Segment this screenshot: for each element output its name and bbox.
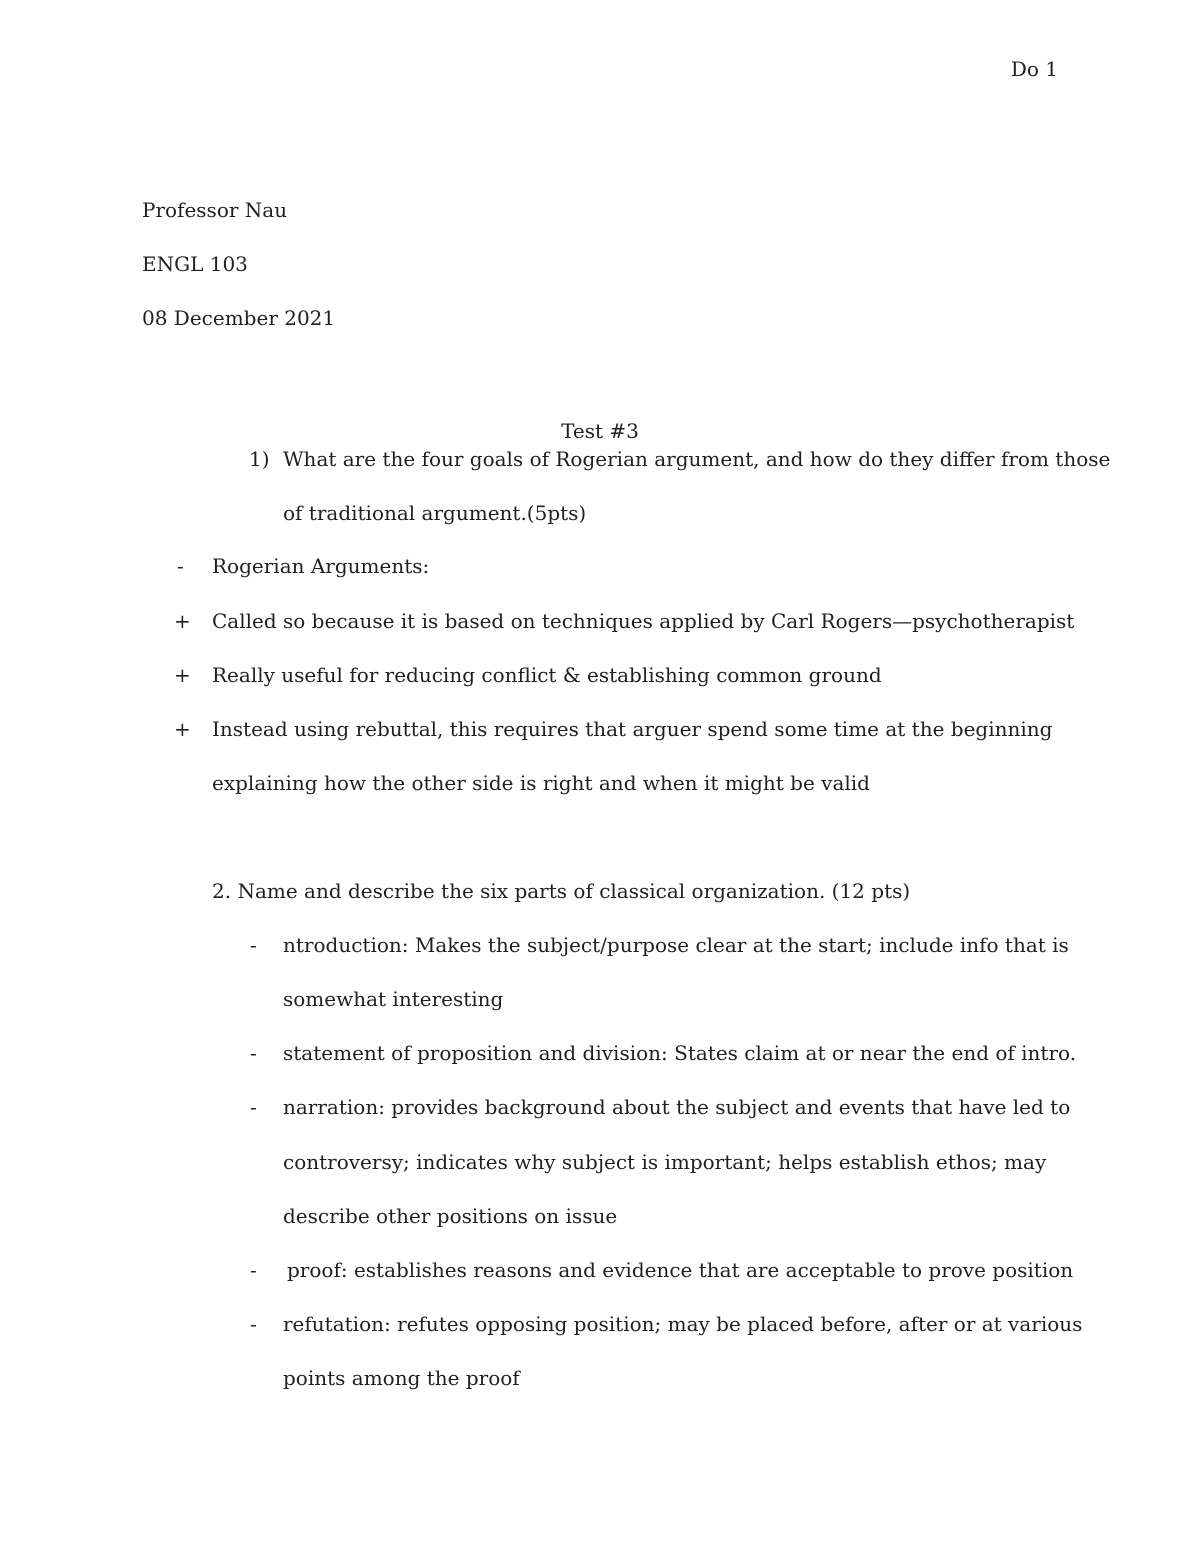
dash-bullet-marker: - <box>250 1312 257 1336</box>
list-item: Instead using rebuttal, this requires that arguer spend some time at the beginning <box>212 717 1053 741</box>
submission-date: 08 December 2021 <box>142 306 336 330</box>
dash-bullet-marker: - <box>250 1258 257 1282</box>
list-item-continuation: describe other positions on issue <box>283 1204 618 1228</box>
plus-bullet-marker: + <box>174 609 191 633</box>
dash-bullet-marker: - <box>177 554 184 578</box>
list-item: proof: establishes reasons and evidence that are acceptable to prove position <box>287 1258 1074 1282</box>
running-header-page-number: Do 1 <box>1010 57 1058 81</box>
question-1-text-line: What are the four goals of Rogerian argument, and how do they differ from those <box>283 447 1111 471</box>
question-1-number: 1) <box>249 447 270 471</box>
list-item: refutation: refutes opposing position; may be placed before, after or at various <box>283 1312 1083 1336</box>
question-1-text-line: of traditional argument.(5pts) <box>283 501 587 525</box>
list-item-continuation: controversy; indicates why subject is important; helps establish ethos; may <box>283 1150 1047 1174</box>
plus-bullet-marker: + <box>174 717 191 741</box>
list-item-continuation: somewhat interesting <box>283 987 504 1011</box>
plus-bullet-marker: + <box>174 663 191 687</box>
list-item-continuation: explaining how the other side is right and when it might be valid <box>212 771 870 795</box>
list-item: Called so because it is based on techniques applied by Carl Rogers—psychotherapist <box>212 609 1075 633</box>
dash-bullet-marker: - <box>250 933 257 957</box>
document-title: Test #3 <box>561 419 639 443</box>
list-item: Really useful for reducing conflict & establishing common ground <box>212 663 882 687</box>
list-item-continuation: points among the proof <box>283 1366 520 1390</box>
course-code: ENGL 103 <box>142 252 248 276</box>
list-item: Rogerian Arguments: <box>212 554 430 578</box>
professor-name: Professor Nau <box>142 198 288 222</box>
dash-bullet-marker: - <box>250 1095 257 1119</box>
list-item: statement of proposition and division: States claim at or near the end of intro. <box>283 1041 1077 1065</box>
list-item: ntroduction: Makes the subject/purpose clear at the start; include info that is <box>283 933 1069 957</box>
question-2-text: 2. Name and describe the six parts of classical organization. (12 pts) <box>212 879 911 903</box>
list-item: narration: provides background about the subject and events that have led to <box>283 1095 1071 1119</box>
dash-bullet-marker: - <box>250 1041 257 1065</box>
